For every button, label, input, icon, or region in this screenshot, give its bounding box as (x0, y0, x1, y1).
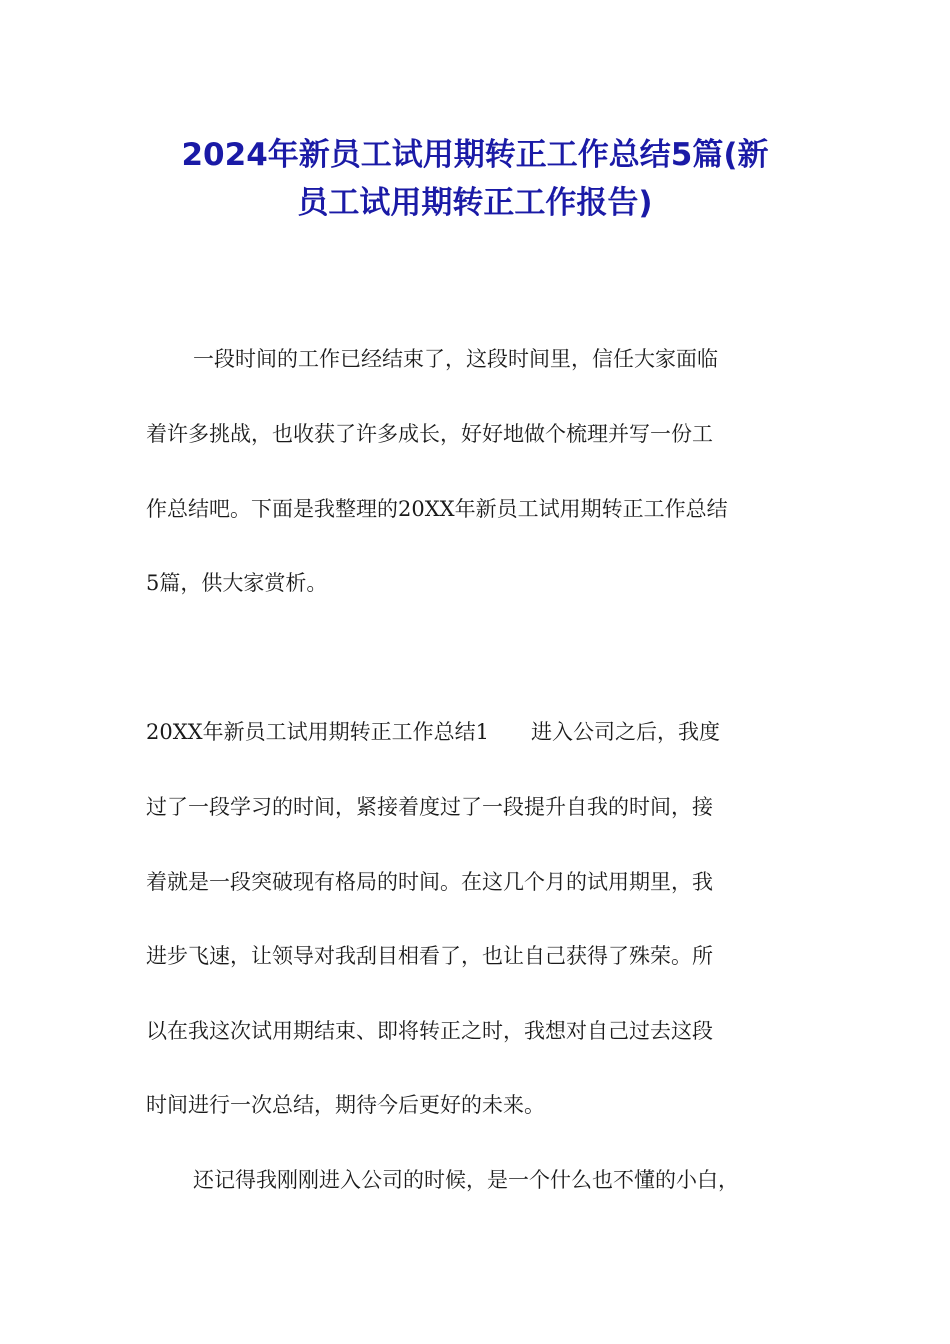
document-title-line-1: 2024年新员工试用期转正工作总结5篇(新 (181, 137, 769, 173)
section1-line-1: 20XX年新员工试用期转正工作总结1 进入公司之后，我度 (146, 720, 720, 744)
section1-line-6: 时间进行一次总结，期待今后更好的未来。 (146, 1093, 545, 1117)
section1-line-2: 过了一段学习的时间，紧接着度过了一段提升自我的时间，接 (146, 795, 713, 819)
intro-line-3: 作总结吧。下面是我整理的20XX年新员工试用期转正工作总结 (146, 497, 728, 521)
intro-line-4: 5篇，供大家赏析。 (146, 571, 328, 595)
intro-line-1: 一段时间的工作已经结束了，这段时间里，信任大家面临 (193, 347, 718, 371)
section1-line-5: 以在我这次试用期结束、即将转正之时，我想对自己过去这段 (146, 1019, 713, 1043)
paragraph2-line-1: 还记得我刚刚进入公司的时候，是一个什么也不懂的小白， (193, 1168, 739, 1192)
section1-line-3: 着就是一段突破现有格局的时间。在这几个月的试用期里，我 (146, 870, 713, 894)
section1-line-4: 进步飞速，让领导对我刮目相看了，也让自己获得了殊荣。所 (146, 944, 713, 968)
intro-line-2: 着许多挑战，也收获了许多成长，好好地做个梳理并写一份工 (146, 422, 713, 446)
document-title-line-2: 员工试用期转正工作报告) (297, 185, 653, 221)
